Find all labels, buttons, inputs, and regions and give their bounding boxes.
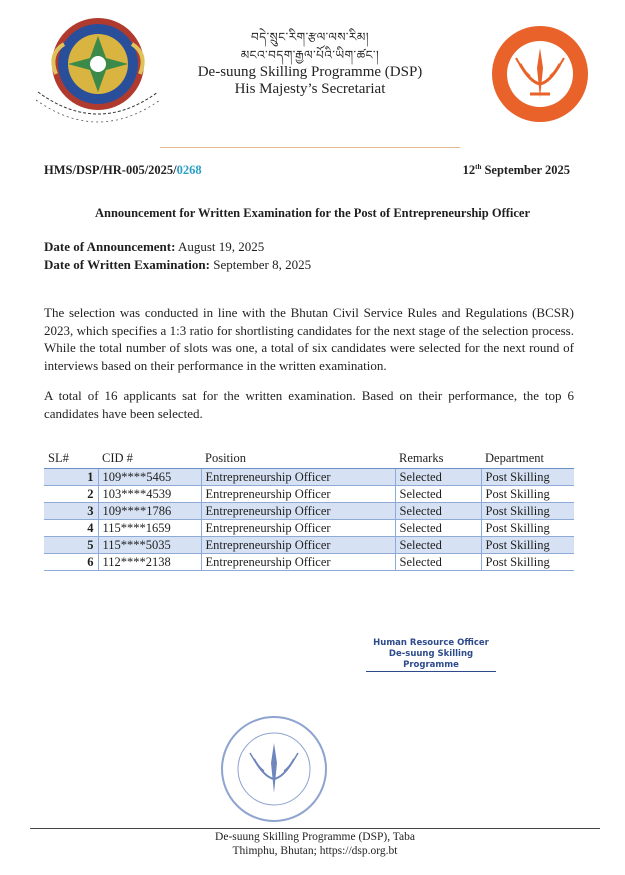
cell-cid: 115****5035 [98,537,201,554]
header-remarks: Remarks [395,449,481,469]
footer-divider [30,828,600,829]
cell-remarks: Selected [395,537,481,554]
selection-paragraph: The selection was conducted in line with the Bhutan Civil Service Rules and Regulations (BCSR) 2023, which specifies a 1:3 ratio for shortlisting candidates for the next stage of the selection process. While the total number of slots was one, a total of six candidates were selected for the next round of interviews based on their performance in the written examination. [44,305,574,373]
table-header-row [44,449,574,469]
table-row [44,554,574,571]
cell-cid: 109****5465 [98,469,201,486]
stamp-line-2: De-suung Skilling Programme [366,649,496,672]
exam-date-label: Date of Written Examination: [44,257,210,272]
reference-number [44,163,202,178]
table-row [44,486,574,503]
date-day: 12 [462,163,476,178]
cell-position: Entrepreneurship Officer [201,486,395,503]
cell-position: Entrepreneurship Officer [201,503,395,520]
header-sl: SL# [44,449,98,469]
cell-department: Post Skilling [481,503,574,520]
cell-position: Entrepreneurship Officer [201,554,395,571]
announcement-date-value: August 19, 2025 [175,239,265,254]
announcement-date [44,239,264,255]
cell-department: Post Skilling [481,520,574,537]
cell-remarks: Selected [395,486,481,503]
footer-contact: Thimphu, Bhutan; https://dsp.org.bt [232,845,398,857]
cell-position: Entrepreneurship Officer [201,520,395,537]
cell-department: Post Skilling [481,486,574,503]
date-suffix: th [475,163,482,171]
cell-sl: 1 [44,469,98,486]
exam-date [44,257,311,273]
organization-name: De-suung Skilling Programme (DSP) [197,64,423,80]
reference-prefix: HMS/DSP/HR-005/2025/ [44,163,177,177]
organization-subtitle: His Majesty’s Secretariat [234,81,386,97]
cell-remarks: Selected [395,503,481,520]
royal-emblem-icon [28,14,168,132]
cell-cid: 115****1659 [98,520,201,537]
header-position: Position [201,449,395,469]
cell-department: Post Skilling [481,554,574,571]
cell-cid: 103****4539 [98,486,201,503]
table-row [44,503,574,520]
announcement-date-label: Date of Announcement: [44,239,176,254]
table-row [44,520,574,537]
cell-sl: 6 [44,554,98,571]
cell-remarks: Selected [395,520,481,537]
dsp-logo-icon [490,24,590,124]
stamp-line-1: Human Resource Officer [373,638,489,648]
results-table [44,449,574,571]
table-row [44,537,574,554]
announcement-title: Announcement for Written Examination for the Post of Entrepreneurship Officer [94,206,531,220]
cell-cid: 112****2138 [98,554,201,571]
cell-department: Post Skilling [481,469,574,486]
header-divider [160,147,460,148]
footer [30,830,600,858]
hr-officer-stamp [366,638,496,672]
dzongkha-title-line-2: མངའ་བདག་རྒྱལ་པོའི་ཡིག་ཚང་། [240,48,380,62]
header-department: Department [481,449,574,469]
cell-position: Entrepreneurship Officer [201,469,395,486]
cell-remarks: Selected [395,469,481,486]
dzongkha-title-line-1: བདེ་སྲུང་རིག་རྩལ་ལས་རིམ། [251,30,369,44]
reference-serial: 0268 [176,163,202,177]
cell-remarks: Selected [395,554,481,571]
cell-sl: 3 [44,503,98,520]
official-seal-icon [218,713,330,825]
date-rest: September 2025 [481,163,570,178]
header-title-block [160,28,460,98]
cell-sl: 2 [44,486,98,503]
cell-department: Post Skilling [481,537,574,554]
table-row [44,469,574,486]
cell-sl: 4 [44,520,98,537]
header-cid: CID # [98,449,201,469]
cell-sl: 5 [44,537,98,554]
cell-cid: 109****1786 [98,503,201,520]
cell-position: Entrepreneurship Officer [201,537,395,554]
exam-date-value: September 8, 2025 [209,257,312,272]
footer-address: De-suung Skilling Programme (DSP), Taba [215,831,415,843]
letter-date [463,163,570,178]
applicants-paragraph: A total of 16 applicants sat for the written examination. Based on their performance, the top 6 candidates have been selected. [44,388,574,421]
